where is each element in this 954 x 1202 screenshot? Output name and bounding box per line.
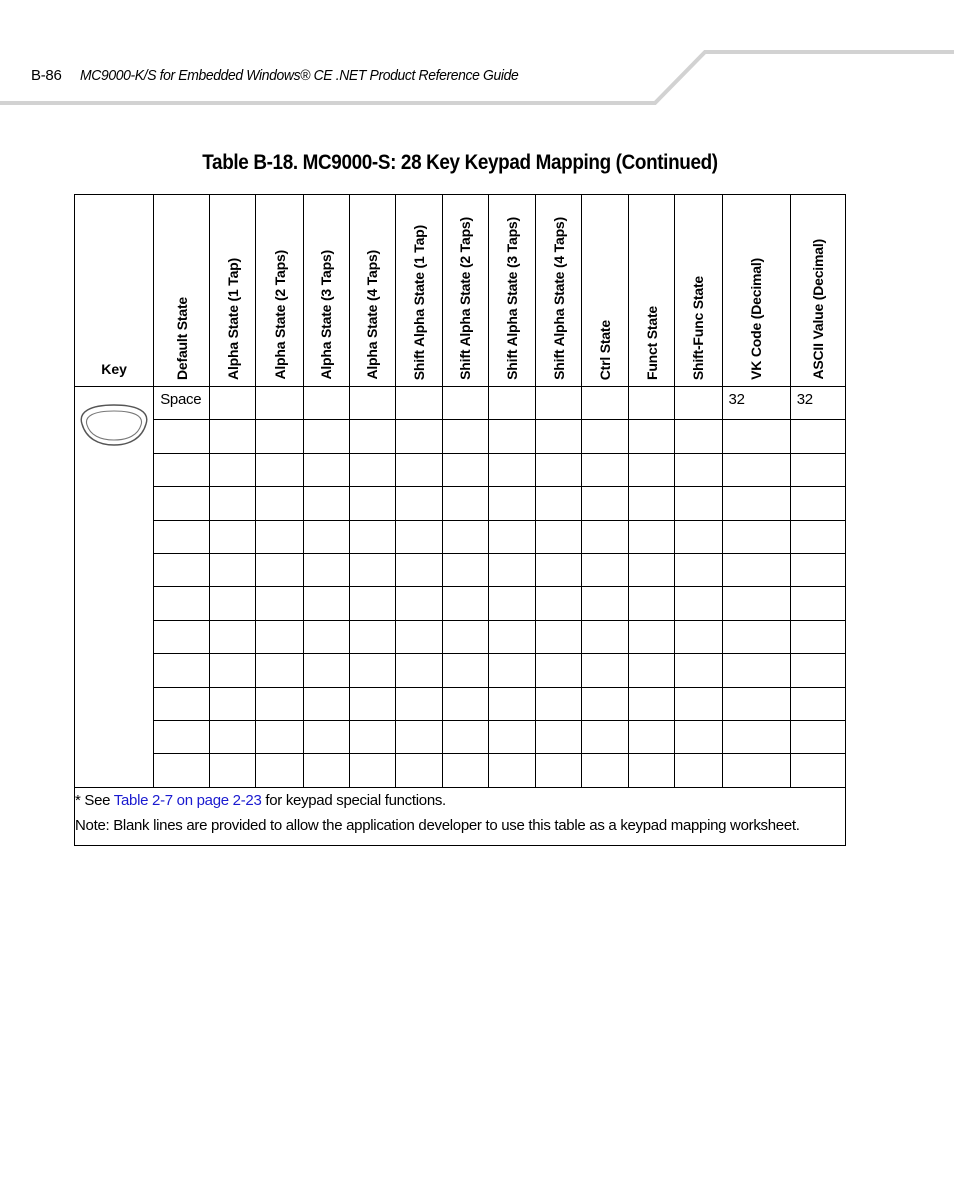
table-cell bbox=[256, 720, 303, 753]
table-cell bbox=[154, 654, 210, 687]
table-cell bbox=[675, 687, 722, 720]
table-cell bbox=[349, 453, 395, 486]
table-row bbox=[75, 754, 846, 787]
table-cell bbox=[256, 754, 303, 787]
table-cell bbox=[675, 654, 722, 687]
table-cell bbox=[629, 687, 675, 720]
table-cell bbox=[582, 420, 629, 453]
column-header-shift-alpha-4: Shift Alpha State (4 Taps) bbox=[536, 195, 582, 387]
table-cell bbox=[489, 520, 536, 553]
table-cell bbox=[395, 687, 442, 720]
table-cell bbox=[722, 453, 790, 486]
table-cell bbox=[442, 487, 488, 520]
table-cell bbox=[154, 720, 210, 753]
table-cell bbox=[489, 720, 536, 753]
table-cell bbox=[256, 687, 303, 720]
table-cell bbox=[395, 553, 442, 586]
column-header-shift-alpha-3: Shift Alpha State (3 Taps) bbox=[489, 195, 536, 387]
table-cell bbox=[303, 553, 349, 586]
column-header-alpha-4: Alpha State (4 Taps) bbox=[349, 195, 395, 387]
table-cell bbox=[629, 420, 675, 453]
table-cell bbox=[675, 754, 722, 787]
table-cell bbox=[675, 520, 722, 553]
table-cell bbox=[210, 620, 256, 653]
table-cell bbox=[722, 520, 790, 553]
table-cell bbox=[790, 754, 845, 787]
table-cell bbox=[629, 520, 675, 553]
table-cell bbox=[442, 687, 488, 720]
table-cell bbox=[395, 754, 442, 787]
header-rule bbox=[0, 0, 954, 110]
table-cell bbox=[395, 453, 442, 486]
table-cell bbox=[303, 654, 349, 687]
table-row bbox=[75, 420, 846, 453]
table-cell bbox=[722, 754, 790, 787]
table-cell bbox=[442, 587, 488, 620]
table-row bbox=[75, 553, 846, 586]
table-cell bbox=[536, 620, 582, 653]
table-cell bbox=[489, 687, 536, 720]
table-cell bbox=[154, 687, 210, 720]
table-cell bbox=[489, 487, 536, 520]
table-cell bbox=[256, 620, 303, 653]
table-cell bbox=[790, 620, 845, 653]
column-header-alpha-2: Alpha State (2 Taps) bbox=[256, 195, 303, 387]
table-cell bbox=[629, 654, 675, 687]
table-cell bbox=[303, 387, 349, 420]
table-cell bbox=[442, 654, 488, 687]
table-cell bbox=[395, 387, 442, 420]
table-cell bbox=[349, 720, 395, 753]
table-cell bbox=[349, 687, 395, 720]
table-cell bbox=[790, 687, 845, 720]
table-cell bbox=[582, 487, 629, 520]
table-cell bbox=[675, 720, 722, 753]
table-cell bbox=[349, 487, 395, 520]
table-cell bbox=[536, 453, 582, 486]
column-header-shift-alpha-1: Shift Alpha State (1 Tap) bbox=[395, 195, 442, 387]
table-cell bbox=[349, 520, 395, 553]
header-row bbox=[75, 195, 846, 387]
table-cell bbox=[722, 553, 790, 586]
table-cell bbox=[442, 387, 488, 420]
table-cell bbox=[154, 487, 210, 520]
table-cell bbox=[303, 720, 349, 753]
table-cell bbox=[629, 487, 675, 520]
table-cell bbox=[349, 620, 395, 653]
table-cell bbox=[790, 587, 845, 620]
table-row bbox=[75, 487, 846, 520]
table-cell bbox=[154, 453, 210, 486]
table-cell bbox=[303, 520, 349, 553]
table-cell bbox=[790, 553, 845, 586]
table-cell bbox=[303, 587, 349, 620]
worksheet-note: Note: Blank lines are provided to allow the application developer to use this table as a keypad mapping worksheet. bbox=[75, 816, 800, 834]
table-cell bbox=[395, 520, 442, 553]
table-cell bbox=[442, 553, 488, 586]
table-cell bbox=[210, 520, 256, 553]
table-cell bbox=[629, 720, 675, 753]
table-cell bbox=[442, 520, 488, 553]
notes-row bbox=[75, 787, 846, 845]
table-cell bbox=[303, 420, 349, 453]
guide-title: MC9000-K/S for Embedded Windows® CE .NET Product Reference Guide bbox=[80, 67, 519, 84]
table-cell bbox=[582, 553, 629, 586]
table-cell bbox=[582, 654, 629, 687]
notes-cell bbox=[75, 787, 846, 845]
table-cell bbox=[629, 387, 675, 420]
table-cell bbox=[489, 754, 536, 787]
footnote: * See Table 2-7 on page 2-23 for keypad special functions. bbox=[75, 791, 446, 809]
table-cell bbox=[349, 754, 395, 787]
table-cell bbox=[349, 553, 395, 586]
table-cell bbox=[629, 553, 675, 586]
column-header-vk-code: VK Code (Decimal) bbox=[722, 195, 790, 387]
table-cell bbox=[395, 487, 442, 520]
table-cell bbox=[349, 587, 395, 620]
column-header-alpha-1: Alpha State (1 Tap) bbox=[210, 195, 256, 387]
table-cell bbox=[154, 620, 210, 653]
table-cell bbox=[675, 420, 722, 453]
table-cell bbox=[790, 720, 845, 753]
table-cell bbox=[536, 487, 582, 520]
table-cell bbox=[256, 420, 303, 453]
column-header-key: Key bbox=[75, 195, 154, 387]
space-key-icon bbox=[76, 402, 152, 448]
table-cell bbox=[629, 453, 675, 486]
table-row bbox=[75, 587, 846, 620]
table-cell bbox=[722, 487, 790, 520]
table-cell bbox=[722, 587, 790, 620]
table-cell bbox=[210, 754, 256, 787]
table-row bbox=[75, 720, 846, 753]
table-cell bbox=[442, 420, 488, 453]
table-cell bbox=[489, 620, 536, 653]
table-cell bbox=[629, 620, 675, 653]
table-cell bbox=[582, 453, 629, 486]
column-header-default-state: Default State bbox=[154, 195, 210, 387]
table-cell bbox=[210, 487, 256, 520]
table-cell: Space bbox=[154, 387, 210, 420]
table-cell bbox=[675, 387, 722, 420]
table-cell bbox=[675, 587, 722, 620]
table-cell: 32 bbox=[722, 387, 790, 420]
table-cell bbox=[582, 754, 629, 787]
table-cell bbox=[303, 754, 349, 787]
table-row bbox=[75, 520, 846, 553]
table-cell bbox=[722, 654, 790, 687]
table-row bbox=[75, 687, 846, 720]
table-cell bbox=[582, 387, 629, 420]
table-cell bbox=[722, 720, 790, 753]
table-cell bbox=[395, 654, 442, 687]
table-cell bbox=[582, 520, 629, 553]
table-cell bbox=[256, 587, 303, 620]
table-cell bbox=[210, 587, 256, 620]
table-cell bbox=[442, 754, 488, 787]
table-cell bbox=[790, 487, 845, 520]
table-cell bbox=[154, 420, 210, 453]
column-header-alpha-3: Alpha State (3 Taps) bbox=[303, 195, 349, 387]
table-cell bbox=[790, 453, 845, 486]
table-cell bbox=[675, 487, 722, 520]
page-number: B-86 bbox=[31, 67, 62, 84]
column-header-ascii-value: ASCII Value (Decimal) bbox=[790, 195, 845, 387]
table-cell bbox=[489, 553, 536, 586]
table-row bbox=[75, 620, 846, 653]
table-title: Table B-18. MC9000-S: 28 Key Keypad Mapping (Continued) bbox=[202, 151, 718, 174]
table-cell bbox=[790, 654, 845, 687]
table-cell bbox=[489, 453, 536, 486]
table-cell bbox=[210, 720, 256, 753]
table-cell bbox=[536, 687, 582, 720]
table-cell bbox=[349, 420, 395, 453]
table-cell bbox=[489, 587, 536, 620]
table-cell bbox=[210, 420, 256, 453]
table-cell bbox=[489, 654, 536, 687]
table-cell bbox=[675, 453, 722, 486]
table-cell: 32 bbox=[790, 387, 845, 420]
table-cell bbox=[303, 487, 349, 520]
table-cell bbox=[536, 387, 582, 420]
table-cell bbox=[256, 387, 303, 420]
table-cell bbox=[489, 387, 536, 420]
table-cell bbox=[536, 520, 582, 553]
key-cell bbox=[75, 387, 154, 788]
table-cell bbox=[256, 553, 303, 586]
table-cell bbox=[210, 687, 256, 720]
column-header-shift-func-state: Shift-Func State bbox=[675, 195, 722, 387]
table-cell bbox=[790, 420, 845, 453]
table-cell bbox=[536, 420, 582, 453]
table-cell bbox=[256, 520, 303, 553]
table-cell bbox=[675, 553, 722, 586]
table-cell bbox=[154, 754, 210, 787]
keypad-mapping-table bbox=[74, 194, 846, 846]
table-cell bbox=[442, 453, 488, 486]
table-cell bbox=[582, 587, 629, 620]
table-cell bbox=[210, 553, 256, 586]
table-cell bbox=[256, 654, 303, 687]
table-cell bbox=[256, 487, 303, 520]
table-cell bbox=[442, 720, 488, 753]
table-cell bbox=[210, 387, 256, 420]
table-cell bbox=[395, 587, 442, 620]
table-cell bbox=[722, 620, 790, 653]
table-cell bbox=[154, 553, 210, 586]
table-cell bbox=[349, 387, 395, 420]
table-cell bbox=[210, 453, 256, 486]
table-cell bbox=[442, 620, 488, 653]
table-cell bbox=[722, 687, 790, 720]
table-row bbox=[75, 453, 846, 486]
table-cell bbox=[303, 620, 349, 653]
column-header-ctrl-state: Ctrl State bbox=[582, 195, 629, 387]
table-cell bbox=[629, 587, 675, 620]
table-cell bbox=[256, 453, 303, 486]
table-row bbox=[75, 387, 846, 420]
table-cell bbox=[154, 520, 210, 553]
table-cell bbox=[210, 654, 256, 687]
table-cell bbox=[349, 654, 395, 687]
table-cell bbox=[489, 420, 536, 453]
table-cell bbox=[582, 620, 629, 653]
table-cell bbox=[536, 754, 582, 787]
column-header-funct-state: Funct State bbox=[629, 195, 675, 387]
table-cell bbox=[395, 720, 442, 753]
table-cell bbox=[790, 520, 845, 553]
table-cell bbox=[154, 587, 210, 620]
table-cell bbox=[629, 754, 675, 787]
table-cell bbox=[675, 620, 722, 653]
table-cell bbox=[536, 553, 582, 586]
table-cell bbox=[303, 687, 349, 720]
table-cell bbox=[395, 620, 442, 653]
table-cell bbox=[722, 420, 790, 453]
table-row bbox=[75, 654, 846, 687]
table-cell bbox=[582, 720, 629, 753]
table-2-7-link[interactable]: Table 2-7 on page 2-23 bbox=[113, 791, 262, 809]
table-cell bbox=[395, 420, 442, 453]
column-header-shift-alpha-2: Shift Alpha State (2 Taps) bbox=[442, 195, 488, 387]
table-cell bbox=[536, 720, 582, 753]
table-cell bbox=[582, 687, 629, 720]
table-cell bbox=[536, 654, 582, 687]
table-cell bbox=[303, 453, 349, 486]
table-cell bbox=[536, 587, 582, 620]
